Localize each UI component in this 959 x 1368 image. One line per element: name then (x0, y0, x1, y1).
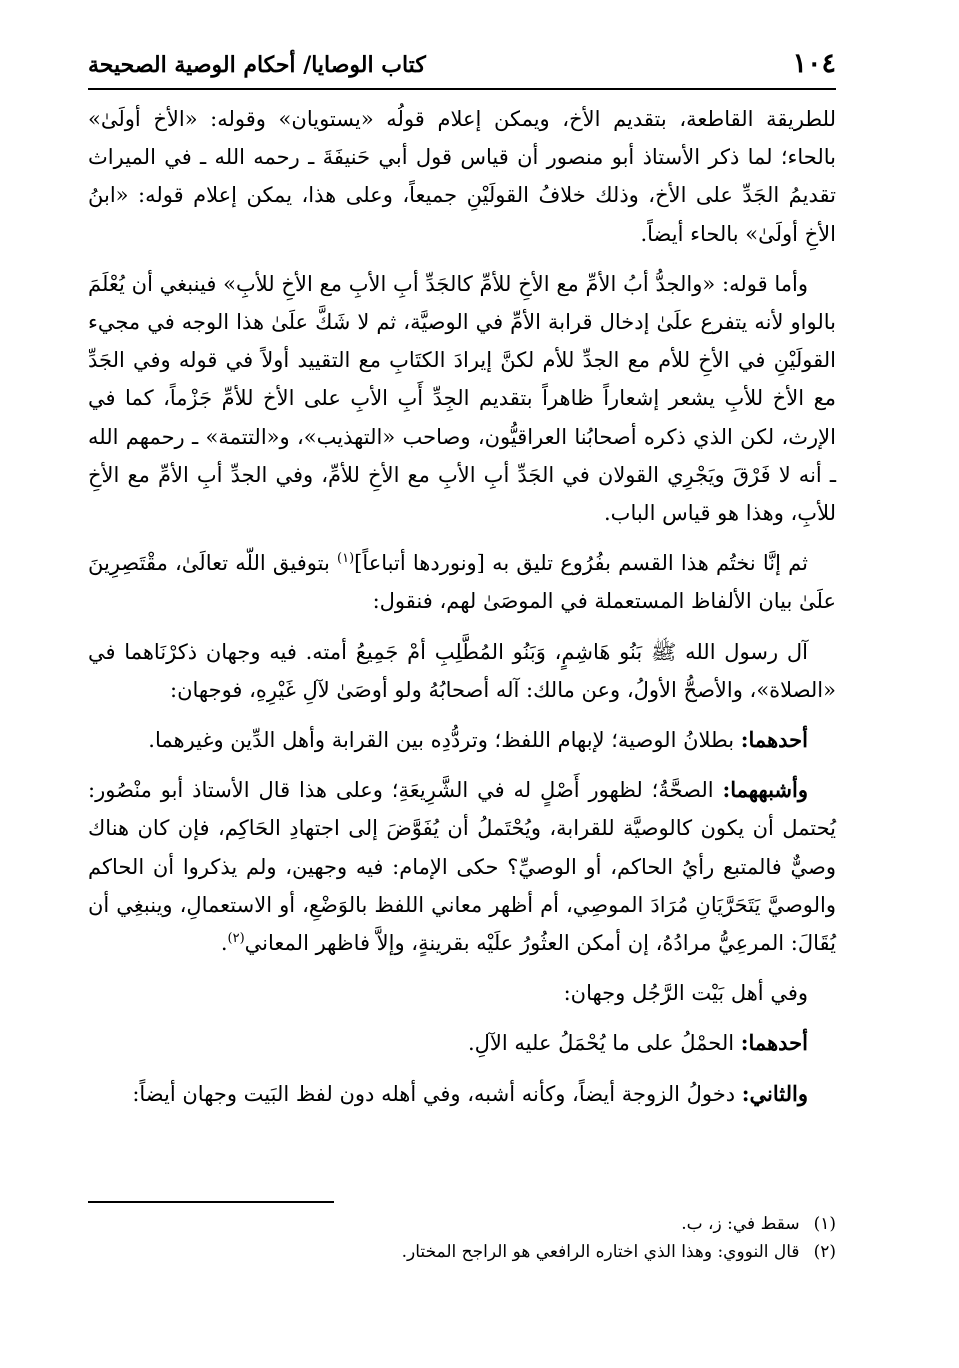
paragraph-3-text-a: ثم إنَّا نختُم هذا القسم بفُرُوع تليق به [ونوردها أتباعاً] (354, 551, 808, 576)
paragraph-6 (88, 771, 836, 962)
paragraph-8 (88, 1024, 836, 1062)
paragraph-5 (88, 721, 836, 759)
footnotes (88, 1210, 836, 1266)
footnote-2 (88, 1238, 836, 1266)
footnote-1 (88, 1210, 836, 1238)
body-text (88, 100, 836, 1113)
page-number: ١٠٤ (792, 48, 836, 79)
first-view-label: أحدهما: (740, 727, 808, 753)
paragraph-2: وأما قوله: «والجدُّ أبُ الأمِّ مع الأخِ للأمِّ كالجَدِّ أبِ الأبِ مع الأخِ للأبِ» فينبغي أن يُعْلَمَ بالواو لأنه يتفرع علَىٰ إدخال قرابة الأمِّ في الوصيَّة، ثم لا شَكَّ علَىٰ هذا الوجه في مجيء القولَيْنِ في الأخِ للأم مع الجدِّ للأم لكنَّ إيرادَ الكتَابِ مع التقييد أولاً في قوله وفي الجَدِّ مع الأخ للأبِ يشعر إشعاراً ظاهراً بتقديم الجِدِّ أَبِ الأبِ على الأخ للأمِّ جَزْماً، كما في الإرث، لكن الذي ذكره أصحابُنا العراقيُّون، وصاحب «التهذيب»، و«التتمة» ـ رحمهم الله ـ أنه لا فَرْقَ ويَجْرِي القولان في الجَدِّ أبِ الأبِ مع الأخِ للأمِّ، وفي الجدِّ أبِ الأمِّ مع الأخِ للأبِ، وهذا هو قياس الباب. (88, 271, 836, 526)
stronger-view-label: وأشبههما: (722, 777, 808, 803)
book-page (88, 44, 836, 1344)
first-view-text: بطلانُ الوصية؛ لإبهام اللفظ؛ وتردُّدِه بين القرابة وأهل الدِّين وغيرهما. (148, 728, 741, 753)
paragraph-3-text-b: بتوفيق اللّه تعالَىٰ، مقْتَصِرِينَ علَىٰ بيان الألفاظ المستعملة في الموصَىٰ لهم، فنقول: (88, 551, 836, 614)
page-header (88, 44, 836, 90)
house-second-text: دخولُ الزوجة أيضاً، وكأنه أشبه، وفي أهله دون لفظ البَيت وجهان أيضاً: (132, 1081, 742, 1106)
footnote-1-text: سقط في: ز، ب. (681, 1214, 800, 1234)
footnote-ref-2[interactable]: (٢) (227, 931, 245, 947)
house-first-label: أحدهما: (740, 1030, 808, 1056)
stronger-view-text: الصحَّةُ؛ لظهور أَصْلٍ له في الشَّرِيعَةِ؛ وعلى هذا قال الأستاذ أبو منْصُور: يُحتمل أن يكون كالوصيَّة للقرابة، ويُحْتَملُ أن يُفَوَّضَ إلى اجتهادِ الحَاكِم، فإن كان هناك وصيٌّ فالمتبع رأيُ الحاكم، أو الوصيِّ؟ حكى الإمام: فيه وجهين، ولم يذكروا أن الحاكم والوصيَّ يَتَحَرَّيَانِ مُرَادَ الموصِي، أم أظهر معاني اللفظ بالوَضْعِ، أو الاستعمالِ، وينبغِي أن يُقَالَ: المرعِيُّ مرادُهُ، إن أمكن العثُورُ علَيْه بقرينةٍ، وإلاَّ فاظهر المعاني (88, 778, 836, 956)
house-first-text: الحمْلُ على ما يُحْمَلُ عليه الآلِ. (467, 1031, 741, 1056)
paragraph-1: للطريقة القاطعة، بتقديم الأخ، ويمكن إعلام قولُه «يستويان» وقوله: «الأخ أولَىٰ» بالحاء؛ لما ذكر الأستاذ أبو منصور أن قياس قول أبي حَنيفَةَ ـ رحمه الله ـ في الميراث تقديمُ الجَدِّ على الأخ، وذلك خلافُ القولَيْنِ جميعاً، وعلى هذا، يمكن إعلام قوله: «ابنُ الأخِ أولَىٰ» بالحاء أيضاً. (88, 107, 836, 246)
footnote-2-text: قال النووي: وهذا الذي اختاره الرافعي هو الراجح المختار. (401, 1242, 800, 1262)
paragraph-3 (88, 544, 836, 620)
footnote-1-number: (١) (813, 1214, 836, 1234)
house-second-label: والثاني: (741, 1080, 808, 1106)
footnote-ref-1[interactable]: (١) (337, 551, 355, 567)
paragraph-9 (88, 1075, 836, 1113)
paragraph-7: وفي أهل بَيْت الرَّجُل وجهان: (563, 981, 808, 1006)
footnote-divider (88, 1201, 334, 1203)
running-title: كتاب الوصايا/ أحكام الوصية الصحيحة (88, 52, 426, 78)
paragraph-4: آل رسول الله ﷺ بَنُو هَاشِمٍ، وَبَنُو المُطَّلِبِ أمْ جَمِيعُ أمته. فيه وجهان ذكرْنَاهما في «الصلاة»، والأصحُّ الأولُ، وعن مالك: آله أصحابُهُ ولو أوصَىٰ لآلِ غَيْرِهِ، فوجهان: (88, 639, 836, 702)
stronger-view-end: . (220, 931, 228, 956)
footnote-2-number: (٢) (813, 1242, 836, 1262)
